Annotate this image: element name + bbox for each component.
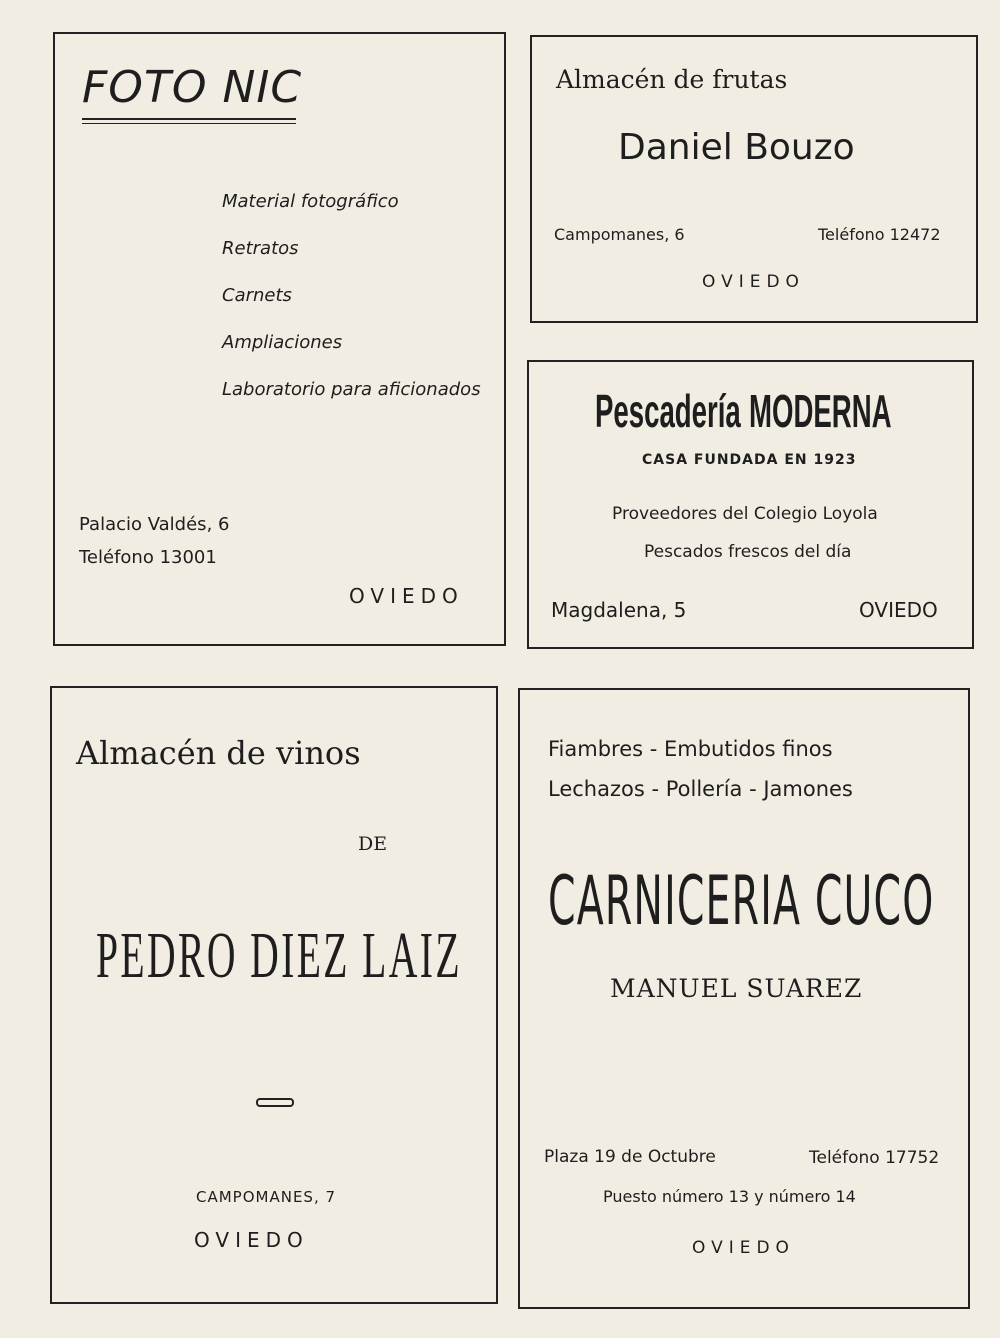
business-name: CARNICERIA CUCO <box>548 862 935 941</box>
ad-foto-nic <box>53 32 506 646</box>
tagline: Fiambres - Embutidos finos <box>548 737 833 761</box>
business-name-a: Pescadería <box>595 385 741 437</box>
ad-carniceria-cuco <box>518 688 970 1309</box>
address: CAMPOMANES, 7 <box>196 1188 337 1206</box>
tagline: Proveedores del Colegio Loyola <box>612 504 878 524</box>
address: Plaza 19 de Octubre <box>544 1147 716 1167</box>
phone: Teléfono 12472 <box>818 225 941 244</box>
owner: MANUEL SUAREZ <box>610 974 863 1003</box>
business-name: PEDRO DIEZ LAIZ <box>96 919 462 992</box>
title-underline <box>82 118 296 124</box>
ad-pescaderia-moderna <box>527 360 974 649</box>
founded: CASA FUNDADA EN 1923 <box>642 452 857 468</box>
address: Magdalena, 5 <box>551 598 687 622</box>
service-item: Carnets <box>222 285 292 306</box>
city: OVIEDO <box>194 1228 309 1252</box>
city: OVIEDO <box>692 1238 795 1258</box>
tagline: Lechazos - Pollería - Jamones <box>548 777 853 801</box>
stall: Puesto número 13 y número 14 <box>603 1187 856 1206</box>
kicker: Almacén de frutas <box>556 65 788 94</box>
business-name: Daniel Bouzo <box>618 127 855 168</box>
kicker: Almacén de vinos <box>76 734 361 772</box>
service-item: Laboratorio para aficionados <box>222 379 481 400</box>
de-label: DE <box>358 833 388 855</box>
ad-almacen-vinos <box>50 686 498 1304</box>
service-item: Ampliaciones <box>222 332 343 353</box>
phone: Teléfono 17752 <box>809 1148 940 1168</box>
ornament <box>256 1098 294 1107</box>
tagline: Pescados frescos del día <box>644 542 852 562</box>
city: OVIEDO <box>702 272 805 292</box>
city: OVIEDO <box>349 584 464 608</box>
service-item: Material fotográfico <box>222 191 399 212</box>
city: OVIEDO <box>859 598 938 622</box>
ad-title: FOTO NIC <box>82 62 303 113</box>
phone: Teléfono 13001 <box>79 547 217 568</box>
service-item: Retratos <box>222 238 299 259</box>
address: Campomanes, 6 <box>554 225 685 244</box>
address: Palacio Valdés, 6 <box>79 514 230 535</box>
business-name-b: MODERNA <box>749 385 892 437</box>
ad-daniel-bouzo <box>530 35 978 323</box>
